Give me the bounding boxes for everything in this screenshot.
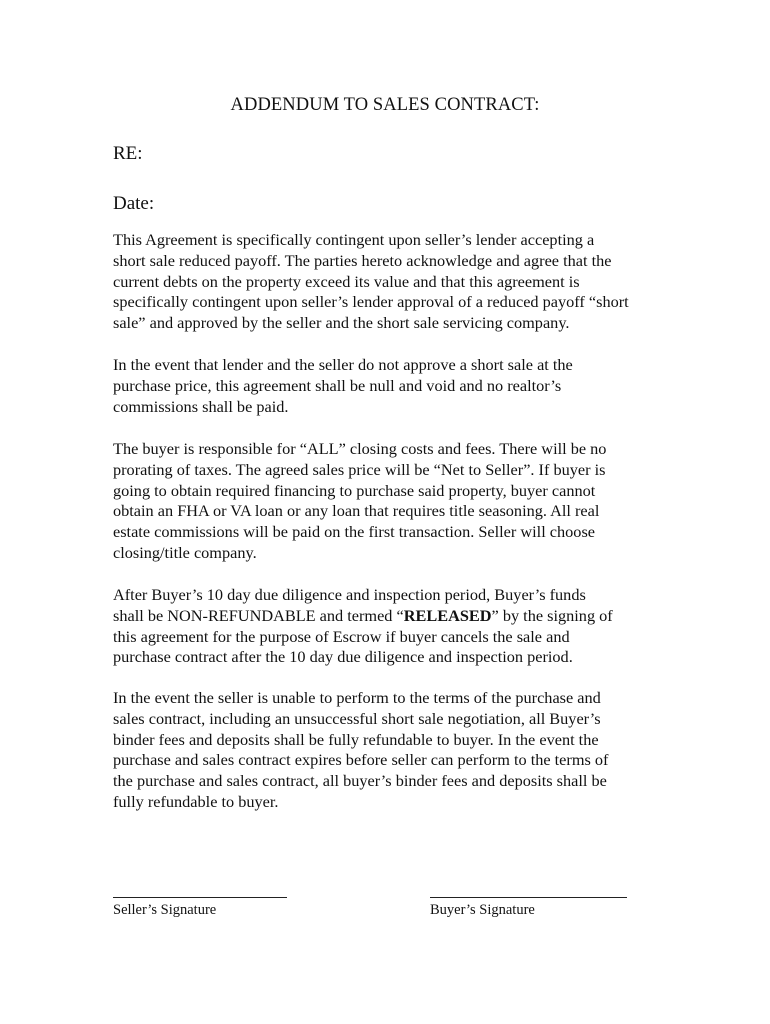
paragraph-null-void	[113, 355, 683, 417]
buyer-signature-line[interactable]	[430, 897, 627, 898]
text-line: binder fees and deposits shall be fully refundable to buyer. In the event the	[113, 729, 599, 749]
text-line: In the event the seller is unable to perform to the terms of the purchase and	[113, 688, 601, 707]
text-segment: ” by the signing of	[491, 605, 613, 625]
text-line: This Agreement is specifically contingent upon seller’s lender accepting a	[113, 230, 595, 249]
released-term: RELEASED	[403, 605, 492, 625]
text-line: sales contract, including an unsuccessful short sale negotiation, all Buyer’s	[113, 708, 601, 728]
text-line: short sale reduced payoff. The parties hereto acknowledge and agree that the	[113, 250, 612, 270]
date-label: Date:	[113, 193, 155, 214]
text-line: purchase contract after the 10 day due diligence and inspection period.	[113, 647, 573, 667]
text-line: obtain an FHA or VA loan or any loan that requires title seasoning. All real	[113, 501, 600, 521]
paragraph-contingency	[113, 230, 683, 334]
text-line: purchase price, this agreement shall be null and void and no realtor’s	[113, 375, 562, 395]
text-segment: shall be NON-REFUNDABLE and termed “	[113, 605, 404, 625]
text-line: current debts on the property exceed its value and that this agreement is	[113, 271, 580, 291]
text-line: closing/title company.	[113, 542, 257, 562]
re-label: RE:	[113, 143, 143, 164]
text-line: prorating of taxes. The agreed sales price will be “Net to Seller”. If buyer is	[113, 459, 606, 479]
text-line: estate commissions will be paid on the first transaction. Seller will choose	[113, 522, 596, 542]
paragraph-refund	[113, 688, 683, 813]
text-line: After Buyer’s 10 day due diligence and inspection period, Buyer’s funds	[113, 585, 586, 604]
text-line: specifically contingent upon seller’s lender approval of a reduced payoff “short	[113, 292, 629, 312]
text-line: this agreement for the purpose of Escrow if buyer cancels the sale and	[113, 626, 570, 646]
seller-signature-label: Seller’s Signature	[113, 902, 217, 918]
document-title: ADDENDUM TO SALES CONTRACT:	[230, 95, 540, 115]
text-line: the purchase and sales contract, all buyer’s binder fees and deposits shall be	[113, 771, 607, 791]
text-line: The buyer is responsible for “ALL” closing costs and fees. There will be no	[113, 439, 607, 458]
text-line: In the event that lender and the seller do not approve a short sale at the	[113, 355, 573, 374]
text-line: commissions shall be paid.	[113, 396, 289, 416]
paragraph-closing-costs	[113, 439, 683, 564]
text-line: sale” and approved by the seller and the short sale servicing company.	[113, 313, 570, 333]
buyer-signature-label: Buyer’s Signature	[430, 902, 535, 918]
text-line: fully refundable to buyer.	[113, 791, 279, 811]
paragraph-due-diligence	[113, 585, 683, 668]
seller-signature-line[interactable]	[113, 897, 287, 898]
text-line	[113, 606, 683, 627]
text-line: going to obtain required financing to purchase said property, buyer cannot	[113, 480, 596, 500]
text-line: purchase and sales contract expires before seller can perform to the terms of	[113, 750, 609, 770]
